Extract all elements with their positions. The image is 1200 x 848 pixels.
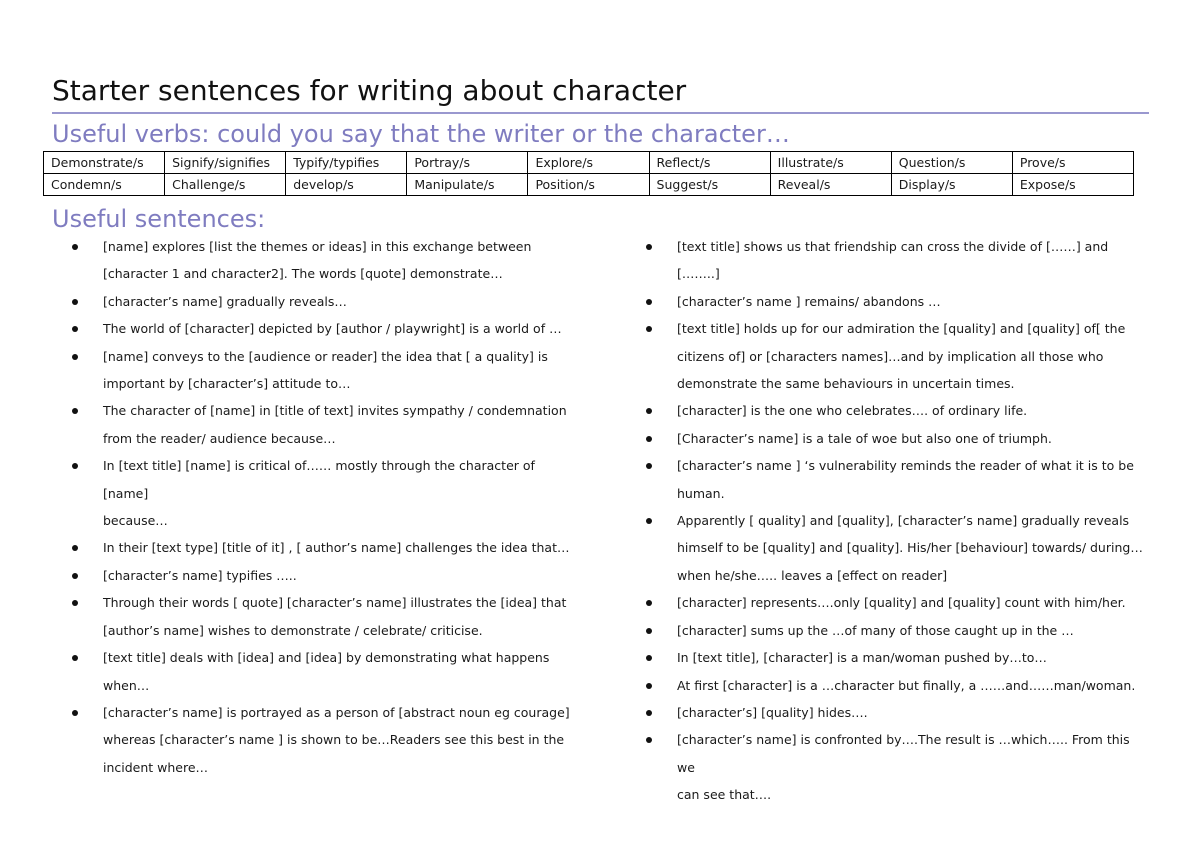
bullet-icon — [646, 683, 652, 689]
list-item — [646, 726, 1146, 808]
list-item — [646, 507, 1146, 589]
verb-cell: Display/s — [891, 174, 1012, 196]
bullet-icon — [646, 710, 652, 716]
useful-sentences-heading: Useful sentences: — [52, 205, 266, 233]
bullet-icon — [72, 244, 78, 250]
bullet-icon — [646, 326, 652, 332]
bullet-icon — [72, 600, 78, 606]
sentence-text: [character’s] [quality] hides…. — [677, 704, 868, 720]
list-item — [72, 699, 572, 781]
list-item — [72, 343, 572, 398]
left-sentence-list — [72, 233, 572, 781]
list-item — [72, 562, 572, 589]
sentence-text: [text title] holds up for our admiration the [quality] and [quality] of[ the citizens of] or [characters names]…and by implication all those who demonstrate the same behaviours in uncertain times. — [677, 321, 1126, 392]
list-item — [646, 397, 1146, 424]
verbs-table — [43, 151, 1134, 196]
verb-cell: Illustrate/s — [770, 152, 891, 174]
verb-cell: Reveal/s — [770, 174, 891, 196]
sentence-text: [text title] shows us that friendship can cross the divide of [……] and [……..] — [677, 239, 1109, 282]
bullet-icon — [72, 354, 78, 360]
sentence-text: In [text title], [character] is a man/woman pushed by…to… — [677, 650, 1047, 666]
sentence-text: [text title] deals with [idea] and [idea] by demonstrating what happens when… — [103, 650, 550, 693]
list-item — [646, 315, 1146, 397]
sentence-text: [character’s name] is confronted by….The result is …which….. From this we can see that…. — [677, 732, 1130, 803]
bullet-icon — [646, 628, 652, 634]
list-item — [72, 397, 572, 452]
sentence-text: The world of [character] depicted by [author / playwright] is a world of … — [103, 321, 562, 337]
bullet-icon — [646, 737, 652, 743]
verb-cell: Demonstrate/s — [44, 152, 165, 174]
verb-cell: Portray/s — [407, 152, 528, 174]
bullet-icon — [646, 408, 652, 414]
sentence-text: [name] explores [list the themes or ideas] in this exchange between [character 1 and character2]. The words [quote] demonstrate… — [103, 239, 532, 282]
right-sentence-list — [646, 233, 1146, 809]
verbs-row-2 — [44, 174, 1134, 196]
bullet-icon — [72, 655, 78, 661]
sentence-text: In [text title] [name] is critical of…… mostly through the character of [name] because… — [103, 458, 535, 529]
verb-cell: Condemn/s — [44, 174, 165, 196]
sentence-text: [character’s name ] ‘s vulnerability reminds the reader of what it is to be human. — [677, 458, 1134, 501]
sentence-text: [character’s name] is portrayed as a person of [abstract noun eg courage] whereas [character’s name ] is shown to be…Readers see this best in the incident where… — [103, 704, 570, 775]
list-item — [646, 425, 1146, 452]
sentence-text: The character of [name] in [title of text] invites sympathy / condemnation from the reader/ audience because… — [103, 403, 567, 446]
verb-cell: Explore/s — [528, 152, 649, 174]
verbs-row-1 — [44, 152, 1134, 174]
sentence-text: [Character’s name] is a tale of woe but also one of triumph. — [677, 430, 1052, 446]
list-item — [646, 233, 1146, 288]
list-item — [72, 589, 572, 644]
bullet-icon — [72, 326, 78, 332]
list-item — [72, 644, 572, 699]
sentence-text: [character’s name] typifies ….. — [103, 567, 297, 583]
verb-cell: Typify/typifies — [286, 152, 407, 174]
sentence-text: [character] is the one who celebrates…. of ordinary life. — [677, 403, 1028, 419]
list-item — [646, 617, 1146, 644]
list-item — [646, 288, 1146, 315]
verb-cell: Question/s — [891, 152, 1012, 174]
sentence-text: At first [character] is a …character but finally, a ……and……man/woman. — [677, 677, 1136, 693]
verb-cell: Signify/signifies — [165, 152, 286, 174]
verb-cell: Manipulate/s — [407, 174, 528, 196]
bullet-icon — [72, 463, 78, 469]
list-item — [646, 644, 1146, 671]
sentence-text: [character’s name ] remains/ abandons … — [677, 293, 941, 309]
list-item — [646, 589, 1146, 616]
list-item — [72, 315, 572, 342]
bullet-icon — [646, 600, 652, 606]
bullet-icon — [72, 299, 78, 305]
verb-cell: Challenge/s — [165, 174, 286, 196]
bullet-icon — [72, 545, 78, 551]
sentence-text: Apparently [ quality] and [quality], [character’s name] gradually reveals himself to be [quality] and [quality]. His/her [behaviour] towards/ during… when he/she….. leaves a [effect on reader] — [677, 513, 1143, 583]
sentence-text: In their [text type] [title of it] , [ author’s name] challenges the idea that… — [103, 540, 570, 556]
sentence-text: [character] sums up the …of many of those caught up in the … — [677, 622, 1074, 638]
bullet-icon — [646, 518, 652, 524]
verb-cell: develop/s — [286, 174, 407, 196]
verb-cell: Suggest/s — [649, 174, 770, 196]
list-item — [72, 233, 572, 288]
title-divider — [52, 112, 1149, 114]
bullet-icon — [646, 244, 652, 250]
list-item — [72, 452, 572, 534]
page-title: Starter sentences for writing about character — [52, 74, 687, 107]
bullet-icon — [646, 436, 652, 442]
verb-cell: Position/s — [528, 174, 649, 196]
list-item — [72, 534, 572, 561]
sentence-text: [character] represents….only [quality] and [quality] count with him/her. — [677, 595, 1126, 611]
bullet-icon — [72, 408, 78, 414]
verb-cell: Reflect/s — [649, 152, 770, 174]
bullet-icon — [72, 573, 78, 579]
sentence-text: Through their words [ quote] [character’s name] illustrates the [idea] that [author’s name] wishes to demonstrate / celebrate/ criticise. — [103, 595, 567, 638]
list-item — [646, 699, 1146, 726]
bullet-icon — [72, 710, 78, 716]
sentence-text: [character’s name] gradually reveals… — [103, 293, 347, 309]
verb-cell: Expose/s — [1012, 174, 1133, 196]
verb-cell: Prove/s — [1012, 152, 1133, 174]
list-item — [646, 452, 1146, 507]
list-item — [646, 672, 1146, 699]
bullet-icon — [646, 655, 652, 661]
useful-verbs-heading: Useful verbs: could you say that the writer or the character… — [52, 120, 790, 148]
bullet-icon — [646, 299, 652, 305]
bullet-icon — [646, 463, 652, 469]
list-item — [72, 288, 572, 315]
sentence-text: [name] conveys to the [audience or reader] the idea that [ a quality] is important by [character’s] attitude to… — [103, 348, 548, 392]
